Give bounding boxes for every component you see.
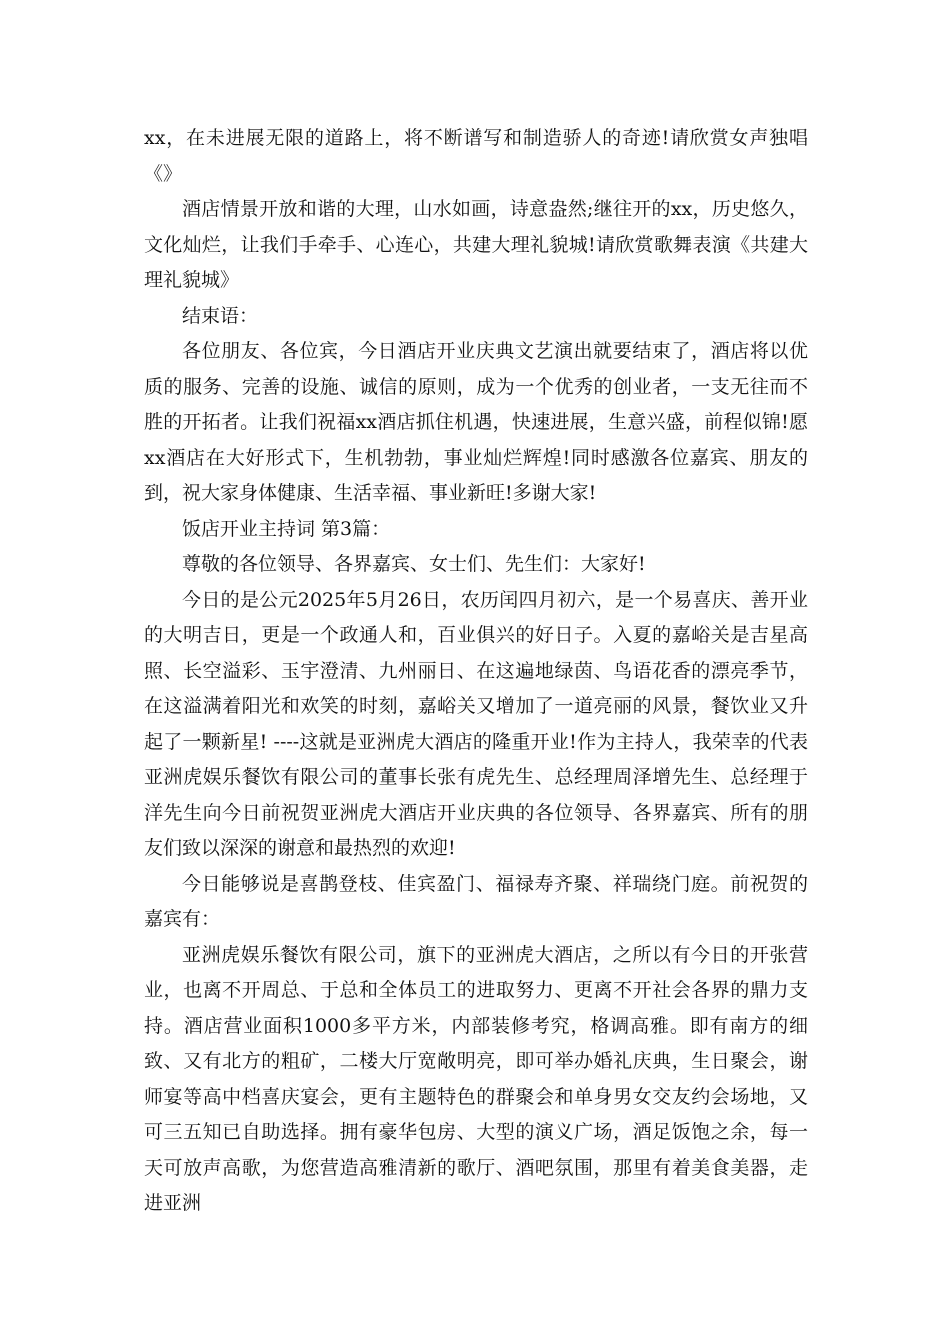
paragraph-closing: 各位朋友、各位宾，今日酒店开业庆典文艺演出就要结束了，酒店将以优质的服务、完善的设施、诚信的原则，成为一个优秀的创业者，一支无往而不胜的开拓者。让我们祝福xx酒店抓住机遇，快速进展，生意兴盛，前程似锦!愿xx酒店在大好形式下，生机勃勃，事业灿烂辉煌!同时感激各位嘉宾、朋友的到，祝大家身体健康、生活幸福、事业新旺!多谢大家! bbox=[144, 340, 808, 504]
section-title: 饭店开业主持词 第3篇： bbox=[182, 517, 391, 540]
greeting: 尊敬的各位领导、各界嘉宾、女士们、先生们：大家好! bbox=[182, 553, 646, 575]
document-body bbox=[144, 121, 808, 1222]
paragraph-guests: 今日能够说是喜鹊登枝、佳宾盈门、福禄寿齐聚、祥瑞绕门庭。前祝贺的嘉宾有： bbox=[144, 872, 808, 930]
paragraph-company: 亚洲虎娱乐餐饮有限公司，旗下的亚洲虎大酒店，之所以有今日的开张营业，也离不开周总、于总和全体员工的进取努力、更离不开社会各界的鼎力支持。酒店营业面积1000多平方米，内部装修考究，格调高雅。即有南方的细致、又有北方的粗矿，二楼大厅宽敞明亮，即可举办婚礼庆典，生日聚会，谢师宴等高中档喜庆宴会，更有主题特色的群聚会和单身男女交友约会场地，又可三五知已自助选择。拥有豪华包房、大型的演义广场，酒足饭饱之余，每一天可放声高歌，为您营造高雅清新的歌厅、酒吧氛围，那里有着美食美器，走进亚洲 bbox=[144, 943, 808, 1214]
paragraph-date: 今日的是公元2025年5月26日，农历闰四月初六，是一个易喜庆、善开业的大明吉日，更是一个政通人和，百业俱兴的好日子。入夏的嘉峪关是吉星高照、长空溢彩、玉宇澄清、九州丽日、在这遍地绿茵、鸟语花香的漂亮季节，在这溢满着阳光和欢笑的时刻，嘉峪关又增加了一道亮丽的风景，餐饮业又升起了一颗新星! ----这就是亚洲虎大酒店的隆重开业!作为主持人，我荣幸的代表亚洲虎娱乐餐饮有限公司的董事长张有虎先生、总经理周泽增先生、总经理于洋先生向今日前祝贺亚洲虎大酒店开业庆典的各位领导、各界嘉宾、所有的朋友们致以深深的谢意和最热烈的欢迎! bbox=[144, 588, 808, 859]
paragraph-2: 酒店情景开放和谐的大理，山水如画，诗意盎然;继往开的xx，历史悠久，文化灿烂，让我们手牵手、心连心，共建大理礼貌城!请欣赏歌舞表演《共建大理礼貌城》 bbox=[144, 198, 808, 291]
closing-heading: 结束语： bbox=[182, 304, 259, 327]
paragraph-1: xx，在未进展无限的道路上，将不断谱写和制造骄人的奇迹!请欣赏女声独唱《》 bbox=[144, 127, 808, 185]
